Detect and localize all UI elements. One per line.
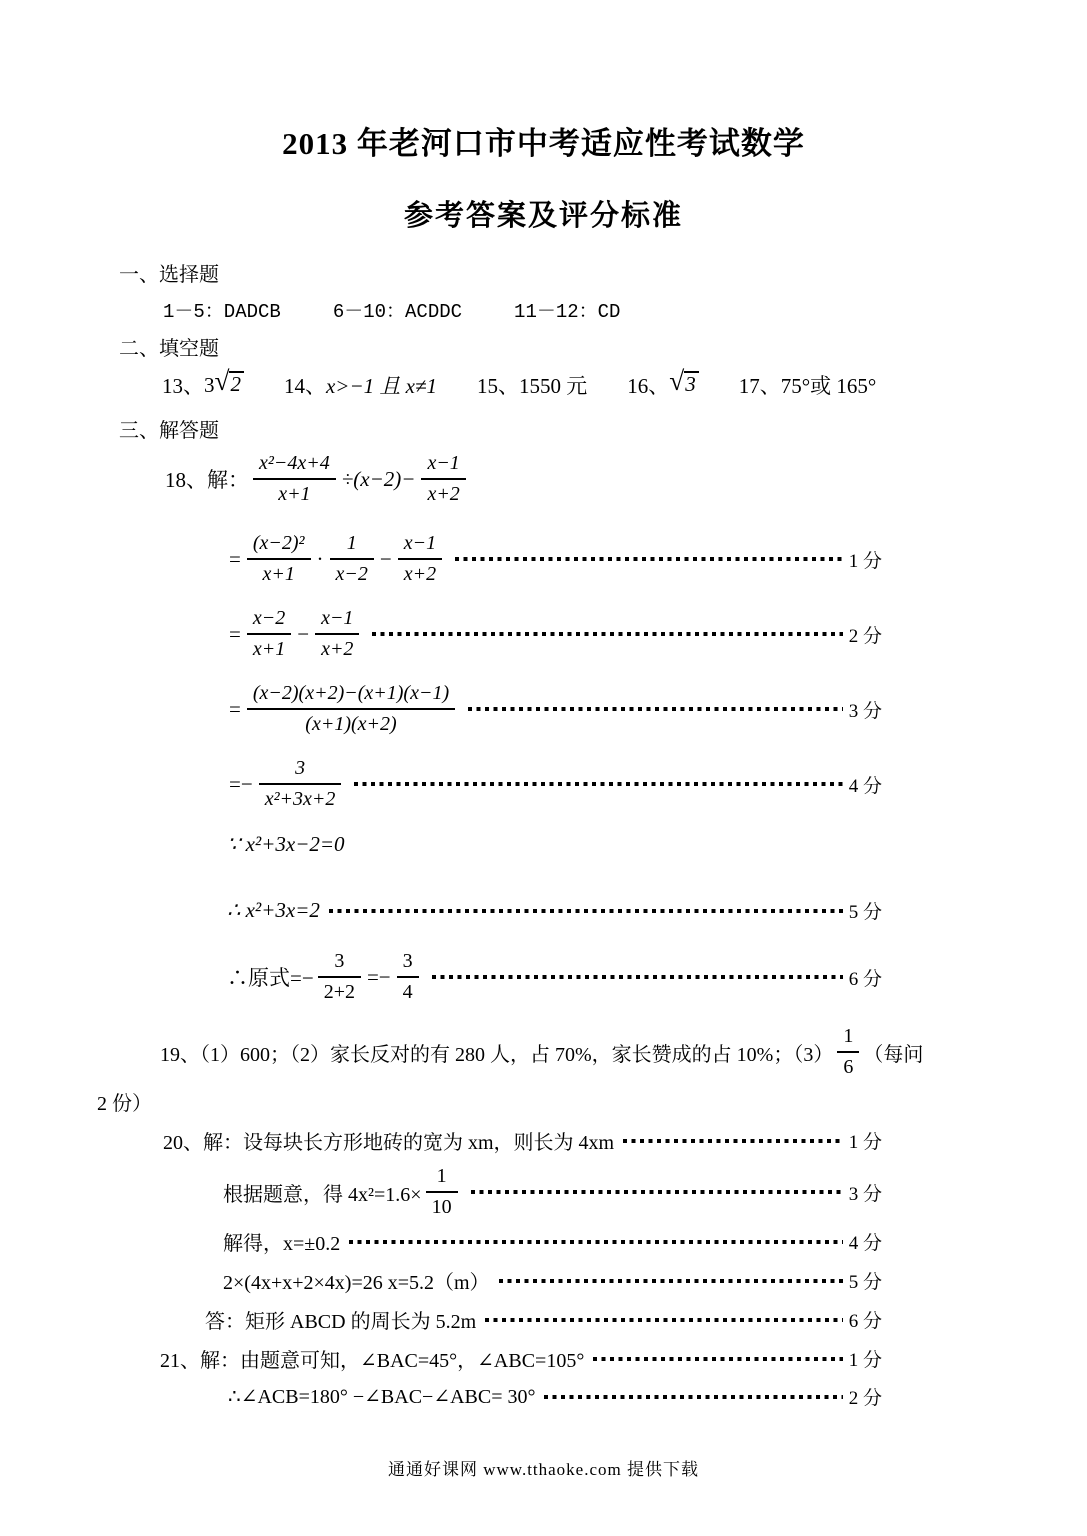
score-badge: 5 分 [848, 1272, 882, 1293]
equals-sign: = [229, 696, 241, 721]
fraction: $\frac{1}{6}$ [837, 1025, 859, 1079]
page-title: 2013 年老河口市中考适应性考试数学 [282, 126, 805, 161]
operator: · [316, 546, 324, 571]
fill-answer-17-value: 75°或 165° [780, 374, 877, 398]
fraction: $\frac{(x-2)(x+2)-(x+1)(x-1)}{(x+1)(x+2)}$ [247, 682, 455, 736]
fill-answer-14-value: x>−1 且 x≠1 [325, 374, 437, 398]
fill-answer-16-label: 16、 [627, 374, 670, 398]
dotted-leader [432, 975, 843, 979]
dotted-leader [372, 632, 842, 636]
fill-answer-16 [627, 366, 698, 400]
statement: 由题意可知，∠BAC=45°，∠ABC=105° [240, 1350, 585, 1372]
operator: − [297, 621, 310, 646]
fraction: $\frac{1}{x-2}$ [330, 532, 374, 586]
statement: ∴原式=− [227, 966, 314, 990]
dotted-leader [623, 1139, 843, 1143]
score-badge: 6 分 [848, 968, 882, 990]
dotted-leader [349, 1240, 842, 1244]
choice-answers-row [163, 296, 882, 323]
statement: 2×(4x+x+2×4x)=26 x=5.2（m） [223, 1272, 490, 1294]
problem-18-label: 18、解： [165, 468, 249, 492]
score-badge: 4 分 [848, 775, 882, 797]
dotted-leader [329, 909, 843, 913]
solution-step-3 [227, 682, 882, 736]
fill-answers-row [162, 366, 882, 400]
fraction: $\frac{x-1}{x+2}$ [315, 607, 359, 661]
problem-21-line-1 [119, 1344, 882, 1373]
solution-step-because: ∵ x²+3x−2=0 [227, 832, 345, 856]
dotted-leader [354, 782, 842, 786]
operator: − [379, 546, 392, 571]
sqrt-symbol-icon: √ [214, 366, 230, 397]
sqrt-symbol-icon: √ [669, 366, 685, 397]
solution-step-2 [227, 607, 882, 661]
fill-answer-13 [162, 366, 244, 400]
dotted-leader [544, 1395, 842, 1399]
solution-step-5 [227, 897, 882, 924]
score-badge: 1 分 [848, 1132, 882, 1153]
score-badge: 4 分 [848, 1233, 882, 1254]
sqrt-radicand: 2 [229, 371, 244, 396]
choice-answers-group-1: 1－5：DADCB [163, 301, 281, 323]
fill-answer-15-value: 1550 元 [519, 374, 588, 398]
dotted-leader [468, 707, 843, 711]
fill-answer-17-label: 17、 [738, 374, 781, 398]
statement: 根据题意，得 4x²=1.6× [223, 1183, 422, 1206]
sqrt-radical [669, 366, 698, 398]
equals-sign: = [229, 621, 241, 646]
document-content [97, 258, 924, 1410]
problem-20-line-3 [119, 1227, 882, 1256]
section-heading-fill: 二、填空题 [119, 338, 219, 360]
equals-sign: = [229, 546, 241, 571]
fraction: $\frac{3}{4}$ [397, 950, 419, 1004]
dotted-leader [485, 1318, 843, 1322]
solution-step-4 [227, 757, 882, 811]
problem-19-text-tail: （每问 [863, 1043, 924, 1066]
problem-20-label: 20、解： [163, 1132, 243, 1154]
score-badge: 1 分 [848, 1350, 882, 1371]
section-heading-solve: 三、解答题 [119, 420, 219, 442]
score-badge: 3 分 [848, 1183, 882, 1205]
fill-answer-17 [739, 370, 877, 400]
choice-answers-group-2: 6－10：ACDDC [332, 301, 463, 323]
dotted-leader [471, 1190, 843, 1194]
fraction: $\frac{x-1}{x+2}$ [398, 532, 442, 586]
sqrt-radical [214, 366, 244, 398]
statement: ∴ x²+3x=2 [227, 898, 320, 922]
dotted-leader [455, 557, 843, 561]
fraction: $\frac{3}{2+2}$ [318, 950, 361, 1004]
statement: 设每块长方形地砖的宽为 xm，则长为 4xm [243, 1132, 615, 1154]
score-badge: 5 分 [848, 902, 882, 923]
fraction: $\frac{1}{10}$ [426, 1165, 458, 1219]
section-heading-choice: 一、选择题 [119, 264, 219, 286]
score-badge: 2 分 [848, 1388, 882, 1409]
problem-20-line-2 [119, 1165, 882, 1219]
score-badge: 6 分 [848, 1311, 882, 1332]
problem-21-line-2 [119, 1383, 882, 1410]
fill-answer-15-label: 15、 [477, 374, 519, 398]
problem-20-line-1 [119, 1126, 882, 1155]
choice-answers-group-3: 11－12：CD [514, 301, 621, 323]
page-footer: 通通好课网 www.tthaoke.com 提供下载 [387, 1460, 700, 1479]
solution-step-1 [227, 532, 882, 586]
score-badge: 2 分 [848, 625, 882, 647]
fill-answer-13-label: 13、 [162, 374, 204, 398]
operator: =− [366, 964, 391, 989]
problem-21-label: 21、解： [160, 1350, 240, 1372]
page-subtitle: 参考答案及评分标准 [403, 200, 683, 232]
problem-19-line-1 [160, 1025, 924, 1079]
equals-sign: =− [229, 771, 253, 796]
fraction: $\frac{x-1}{x+2}$ [421, 452, 465, 506]
statement: 解得，x=±0.2 [223, 1233, 341, 1255]
fraction: $\frac{3}{\text{x²+3x+2}}$ [259, 757, 342, 811]
dotted-leader [499, 1279, 843, 1283]
fill-answer-15 [477, 370, 587, 400]
problem-19-line-2: 2 份） [97, 1093, 152, 1115]
problem-18-steps [227, 532, 882, 1004]
fraction: $\frac{\text{(x−2)²}}{x+1}$ [247, 532, 311, 586]
dotted-leader [593, 1357, 842, 1361]
problem-20-line-4 [119, 1266, 882, 1295]
statement: 答：矩形 ABCD 的周长为 5.2m [205, 1311, 477, 1333]
fraction: $\frac{x-2}{x+1}$ [247, 607, 291, 661]
statement: ∴∠ACB=180° −∠BAC−∠ABC= 30° [228, 1386, 536, 1408]
score-badge: 1 分 [848, 550, 882, 572]
problem-18-statement [165, 452, 882, 506]
problem-20-line-5 [119, 1305, 882, 1334]
fill-answer-14 [284, 370, 437, 400]
problem-19-text: 19、（1）600；（2）家长反对的有 280 人，占 70%，家长赞成的占 10%；（3） [160, 1043, 834, 1066]
operator: ÷(x−2)− [341, 466, 416, 491]
fill-answer-14-label: 14、 [283, 374, 326, 398]
sqrt-radicand: 3 [684, 371, 699, 396]
solution-step-6 [227, 950, 882, 1004]
fill-answer-13-coefficient: 3 [204, 372, 215, 397]
fraction: $\frac{\text{x²−4x+4}}{x+1}$ [253, 452, 336, 506]
score-badge: 3 分 [848, 700, 882, 722]
